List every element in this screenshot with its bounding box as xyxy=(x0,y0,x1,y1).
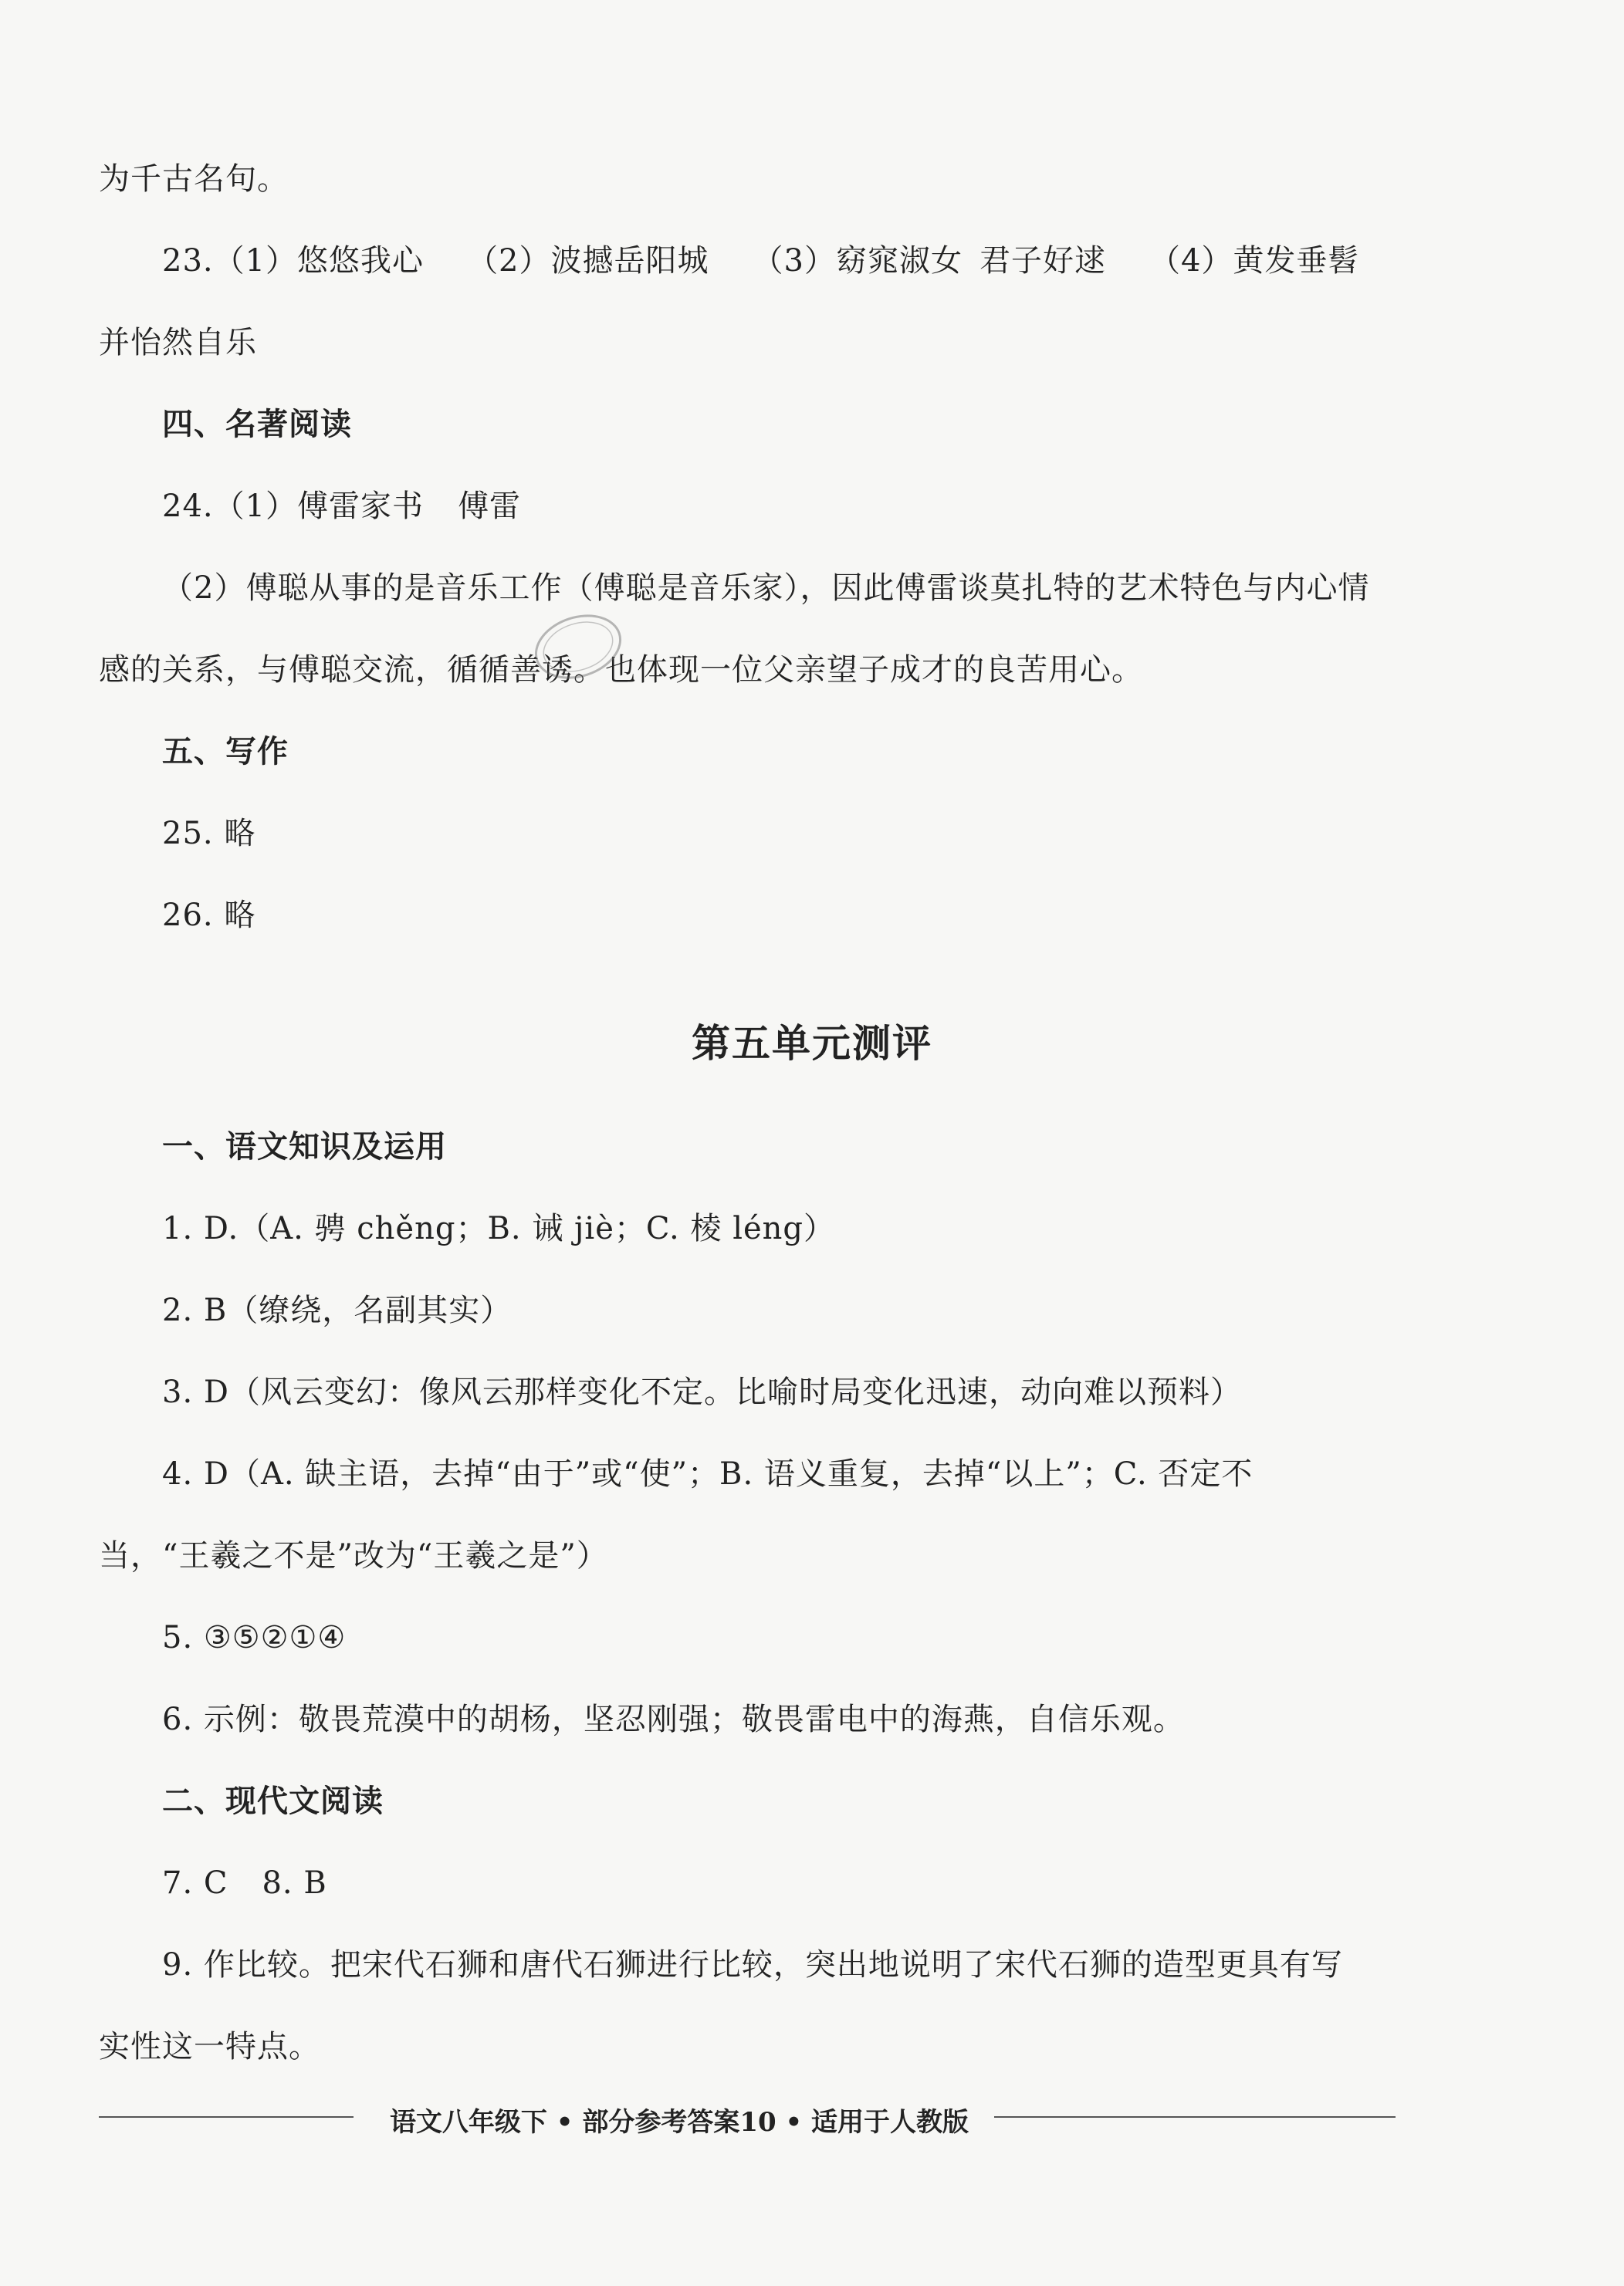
answer-26 xyxy=(162,900,255,931)
text: 7. C xyxy=(162,1865,228,1901)
text: 四、名著阅读 xyxy=(162,407,352,442)
text: 傅雷 xyxy=(458,489,522,524)
answer-24 xyxy=(162,491,521,522)
footer-rule xyxy=(994,2116,1396,2118)
section-heading xyxy=(162,1129,447,1165)
text: 9. 作比较。把宋代石狮和唐代石狮进行比较，突出地说明了宋代石狮的造型更具有写 xyxy=(162,1947,1343,1983)
unit-title: 第五单元测评 xyxy=(692,1021,932,1066)
answer-5 xyxy=(162,1622,346,1653)
answer-25 xyxy=(162,818,255,849)
text: 26. 略 xyxy=(162,898,256,933)
text: 6. 示例：敬畏荒漠中的胡杨，坚忍刚强；敬畏雷电中的海燕，自信乐观。 xyxy=(162,1702,1185,1737)
answer-7-8 xyxy=(162,1865,327,1901)
answer-23 xyxy=(162,243,1360,279)
answer-9 xyxy=(162,1947,1343,1983)
section-heading xyxy=(162,1786,384,1817)
text: （4）黄发垂髫 xyxy=(1149,243,1360,279)
text: 感的关系，与傅聪交流，循循善诱。也体现一位父亲望子成才的良苦用心。 xyxy=(99,652,1143,688)
answer-2 xyxy=(162,1295,512,1326)
text: 1. D.（A. 骋 chěng；B. 诫 jiè；C. 棱 léng） xyxy=(162,1211,836,1246)
footer-rule xyxy=(99,2116,354,2118)
text-line xyxy=(99,327,257,358)
text: 五、写作 xyxy=(162,734,289,769)
answer-1 xyxy=(162,1213,835,1244)
text-line xyxy=(99,161,289,197)
text: 3. D（风云变幻：像风云那样变化不定。比喻时局变化迅速，动向难以预料） xyxy=(162,1375,1242,1410)
page-footer xyxy=(99,2101,1396,2138)
text: 23.（1）悠悠我心 xyxy=(162,243,425,279)
text: 25. 略 xyxy=(162,816,256,851)
text: 2. B（缭绕，名副其实） xyxy=(162,1293,513,1328)
text: 8. B xyxy=(262,1865,327,1901)
section-heading xyxy=(162,409,352,440)
text: 24.（1）傅雷家书 xyxy=(162,489,425,524)
answer-3 xyxy=(162,1377,1242,1408)
text: 一、语文知识及运用 xyxy=(162,1129,447,1165)
text: 实性这一特点。 xyxy=(99,2029,320,2065)
text: （2）波撼岳阳城 xyxy=(467,243,709,279)
answer-6 xyxy=(162,1704,1185,1735)
text-line xyxy=(99,1538,608,1574)
text: 君子好逑 xyxy=(979,243,1106,279)
section-heading xyxy=(162,736,289,767)
text: 5. ③⑤②①④ xyxy=(162,1620,347,1655)
text: （2）傅聪从事的是音乐工作（傅聪是音乐家），因此傅雷谈莫扎特的艺术特色与内心情 xyxy=(162,570,1370,606)
text: 并怡然自乐 xyxy=(99,325,257,360)
text: 为千古名句。 xyxy=(99,161,289,197)
text-line xyxy=(99,2029,320,2065)
text: （3）窈窕淑女 xyxy=(752,243,963,279)
text: 二、现代文阅读 xyxy=(162,1784,384,1819)
text: 4. D（A. 缺主语，去掉“由于”或“使”；B. 语义重复，去掉“以上”；C. 否定不 xyxy=(162,1456,1254,1492)
footer-text: 语文八年级下 • 部分参考答案10 • 适用于人教版 xyxy=(389,2107,969,2138)
text: 当，“王羲之不是”改为“王羲之是”） xyxy=(99,1538,608,1574)
text-line xyxy=(162,570,1370,606)
answer-4 xyxy=(162,1456,1254,1492)
